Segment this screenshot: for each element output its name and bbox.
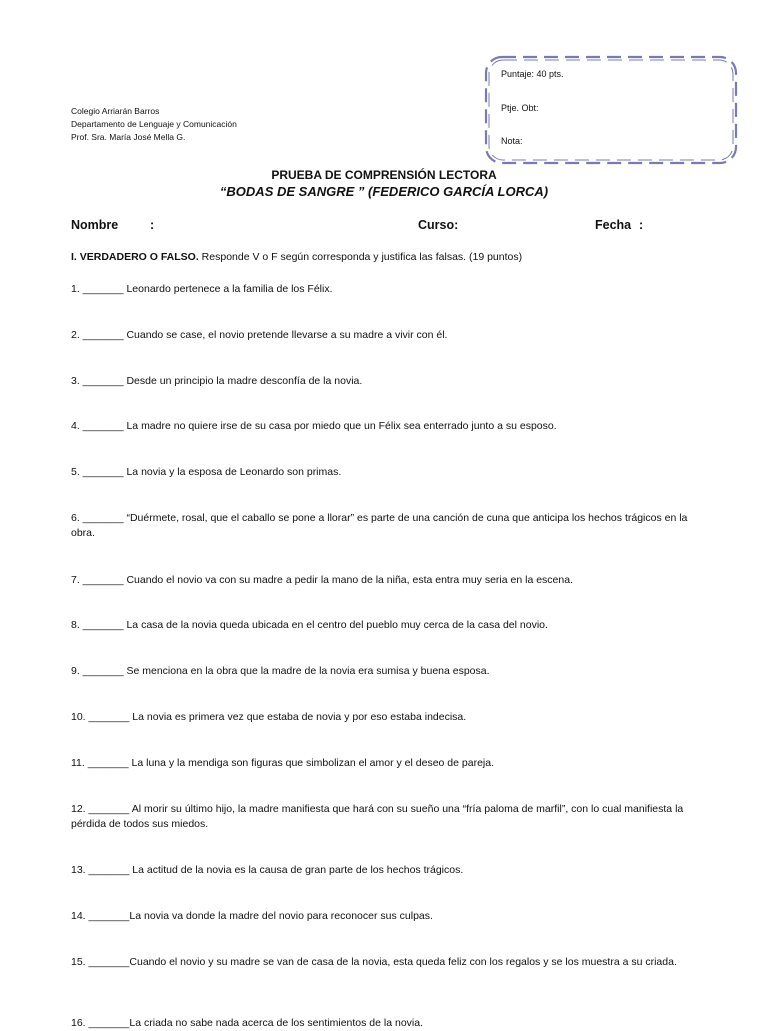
question-item: 15. _______Cuando el novio y su madre se van de casa de la novia, esta queda feliz con los regalos y se los muestra a su criada. <box>71 956 677 968</box>
question-item: 6. _______ “Duérmete, rosal, que el caballo se pone a llorar” es parte de una canción de cuna que anticipa los hechos trágicos en la obra. <box>71 512 688 539</box>
question-item: 5. _______ La novia y la esposa de Leonardo son primas. <box>71 466 342 478</box>
question-item: 13. _______ La actitud de la novia es la causa de gran parte de los hechos trágicos. <box>71 864 464 876</box>
question-item: 4. _______ La madre no quiere irse de su casa por miedo que un Félix sea enterrado junto a su esposo. <box>71 420 557 432</box>
question-item: 7. _______ Cuando el novio va con su madre a pedir la mano de la niña, esta entra muy seria en la escena. <box>71 574 573 586</box>
section-text: Responde V o F según corresponda y justifica las falsas. (19 puntos) <box>198 251 523 263</box>
name-colon: : <box>150 218 155 232</box>
work-title: “BODAS DE SANGRE ” (FEDERICO GARCÍA LORCA) <box>219 184 549 199</box>
score-box <box>484 55 738 165</box>
name-label: Nombre <box>71 218 119 232</box>
department-name: Departamento de Lenguaje y Comunicación <box>71 119 237 129</box>
grade: Nota: <box>501 136 523 146</box>
section-instructions <box>71 251 522 263</box>
school-info <box>71 105 237 144</box>
question-item: 14. _______La novia va donde la madre del novio para reconocer sus culpas. <box>71 910 433 922</box>
question-item: 11. _______ La luna y la mendiga son figuras que simbolizan el amor y el deseo de pareja. <box>71 757 494 769</box>
question-item: 2. _______ Cuando se case, el novio pretende llevarse a su madre a vivir con él. <box>71 329 448 341</box>
score-total: Puntaje: 40 pts. <box>501 69 564 79</box>
school-name: Colegio Arriarán Barros <box>71 106 160 116</box>
teacher-name: Prof. Sra. María José Mella G. <box>71 132 186 142</box>
course-label: Curso: <box>418 218 459 232</box>
question-item: 16. _______La criada no sabe nada acerca de los sentimientos de la novia. <box>71 1017 423 1029</box>
question-item: 9. _______ Se menciona en la obra que la madre de la novia era sumisa y buena esposa. <box>71 665 490 677</box>
question-item: 3. _______ Desde un principio la madre desconfía de la novia. <box>71 375 363 387</box>
score-obtained: Ptje. Obt: <box>501 103 539 113</box>
question-item: 10. _______ La novia es primera vez que estaba de novia y por eso estaba indecisa. <box>71 711 467 723</box>
question-item: 8. _______ La casa de la novia queda ubicada en el centro del pueblo muy cerca de la casa del novio. <box>71 619 548 631</box>
test-title: PRUEBA DE COMPRENSIÓN LECTORA <box>271 168 497 182</box>
question-item: 1. _______ Leonardo pertenece a la familia de los Félix. <box>71 283 333 295</box>
question-item: 12. _______ Al morir su último hijo, la madre manifiesta que hará con su sueño una “fría paloma de marfil”, con lo cual manifiesta la pérdida de todos sus miedos. <box>71 803 684 830</box>
section-heading: I. VERDADERO O FALSO. <box>71 251 199 263</box>
date-colon: : <box>639 218 644 232</box>
date-label: Fecha <box>595 218 632 232</box>
